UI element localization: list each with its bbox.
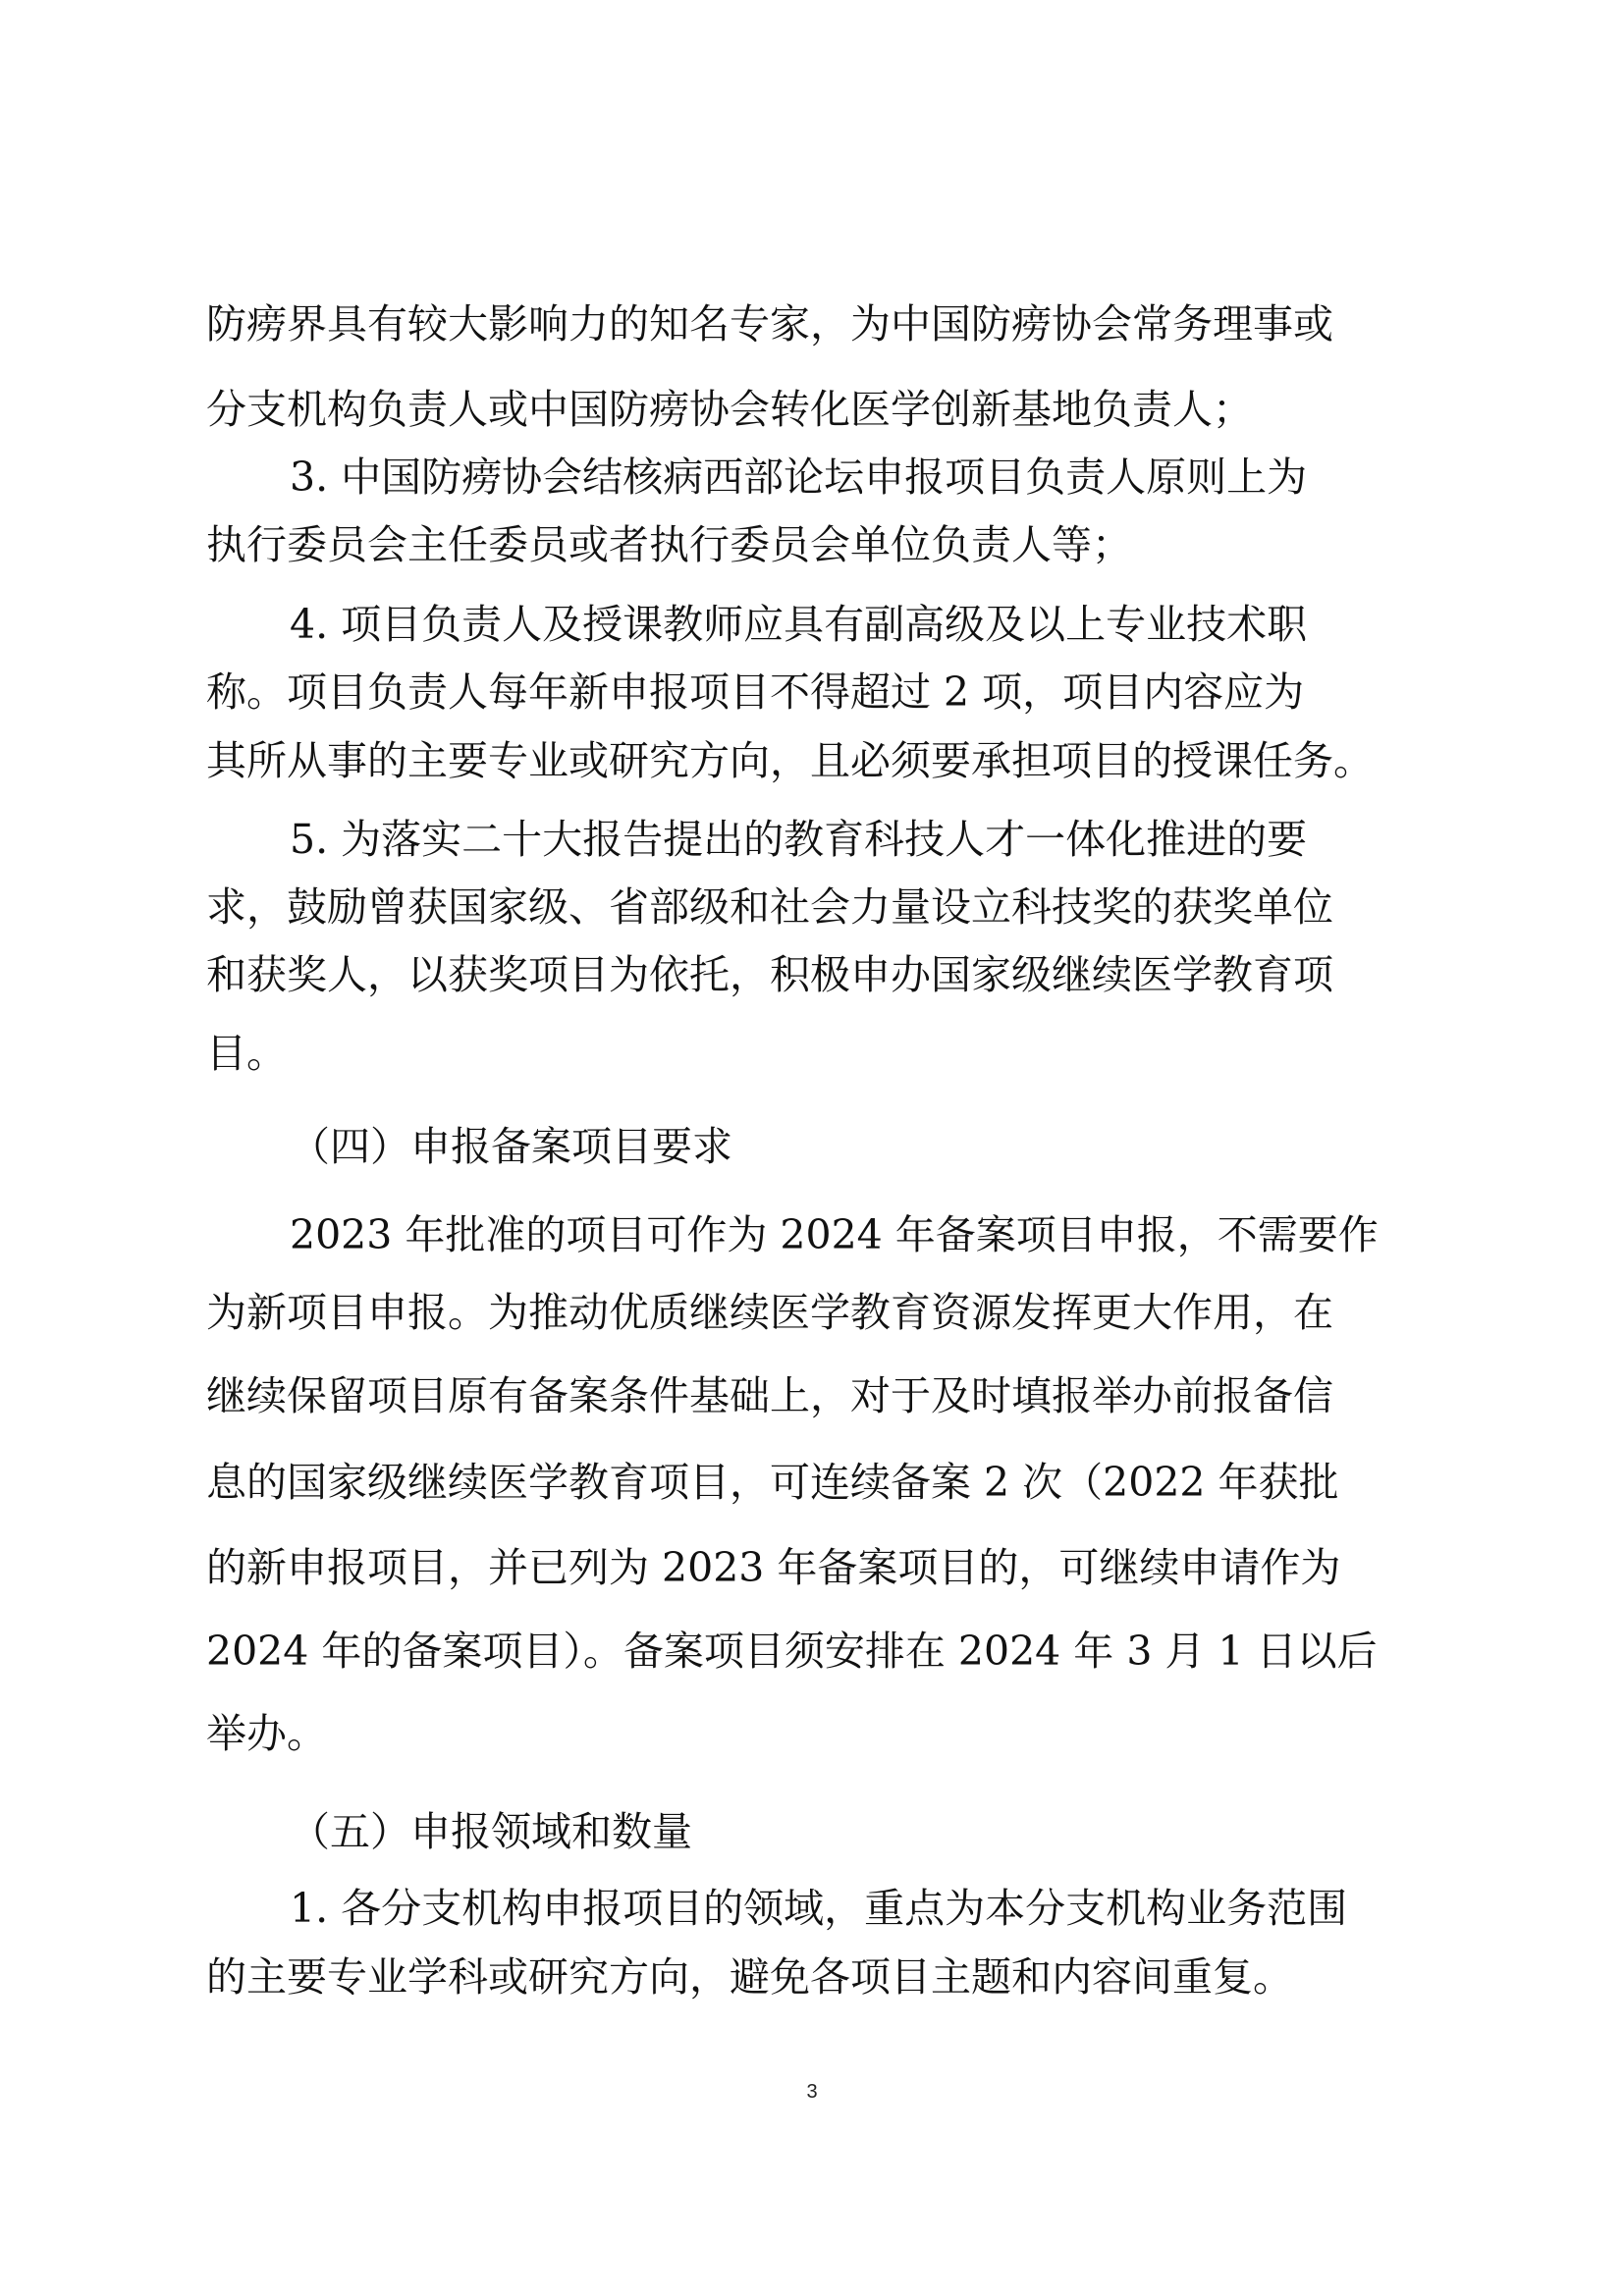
line-text: 的主要专业学科或研究方向，避免各项目主题和内容间重复。: [206, 1953, 1293, 2001]
page-number: 3: [806, 2081, 818, 2103]
line-text: 1. 各分支机构申报项目的领域，重点为本分支机构业务范围: [290, 1885, 1348, 1932]
text-line: [0, 720, 1624, 802]
text-line: [0, 504, 1624, 586]
line-text: 分支机构负责人或中国防痨协会转化医学创新基地负责人；: [206, 386, 1253, 433]
line-text: 3. 中国防痨协会结核病西部论坛申报项目负责人原则上为: [290, 454, 1308, 501]
line-text: 为新项目申报。为推动优质继续医学教育资源发挥更大作用，在: [206, 1289, 1333, 1336]
line-text: 2024 年的备案项目）。备案项目须安排在 2024 年 3 月 1 日以后: [206, 1628, 1378, 1675]
line-text: 和获奖人，以获奖项目为依托，积极申办国家级继续医学教育项: [206, 951, 1333, 998]
line-text: 5. 为落实二十大报告提出的教育科技人才一体化推进的要: [290, 816, 1308, 863]
line-text: 求，鼓励曾获国家级、省部级和社会力量设立科技奖的获奖单位: [206, 883, 1333, 931]
line-text: 的新申报项目，并已列为 2023 年备案项目的，可继续申请作为: [206, 1544, 1341, 1591]
line-text: （五）申报领域和数量: [290, 1808, 692, 1855]
text-line: [0, 1271, 1624, 1354]
line-text: 4. 项目负责人及授课教师应具有副高级及以上专业技术职: [290, 601, 1308, 648]
line-text: （四）申报备案项目要求: [290, 1123, 732, 1170]
text-line: [0, 1936, 1624, 2018]
line-text: 称。项目负责人每年新申报项目不得超过 2 项，项目内容应为: [206, 668, 1305, 716]
text-line: [0, 934, 1624, 1016]
line-text: 防痨界具有较大影响力的知名专家，为中国防痨协会常务理事或: [206, 300, 1333, 347]
text-line: [0, 1610, 1624, 1692]
line-text: 执行委员会主任委员或者执行委员会单位负责人等；: [206, 521, 1132, 568]
line-text: 举办。: [206, 1710, 327, 1757]
text-line: [0, 283, 1624, 365]
section-heading: [0, 1105, 1624, 1188]
text-line: [0, 1355, 1624, 1437]
line-text: 其所从事的主要专业或研究方向，且必须要承担项目的授课任务。: [206, 737, 1374, 784]
line-text: 息的国家级继续医学教育项目，可连续备案 2 次（2022 年获批: [206, 1459, 1339, 1506]
text-line: [0, 1526, 1624, 1609]
text-line: [0, 1012, 1624, 1095]
text-line: [0, 1692, 1624, 1775]
line-text: 2023 年批准的项目可作为 2024 年备案项目申报，不需要作: [290, 1211, 1379, 1258]
line-text: 目。: [206, 1030, 287, 1077]
line-text: 继续保留项目原有备案条件基础上，对于及时填报举办前报备信: [206, 1372, 1333, 1419]
text-line: [0, 1194, 1624, 1276]
section-heading: [0, 1790, 1624, 1873]
text-line: [0, 1441, 1624, 1523]
